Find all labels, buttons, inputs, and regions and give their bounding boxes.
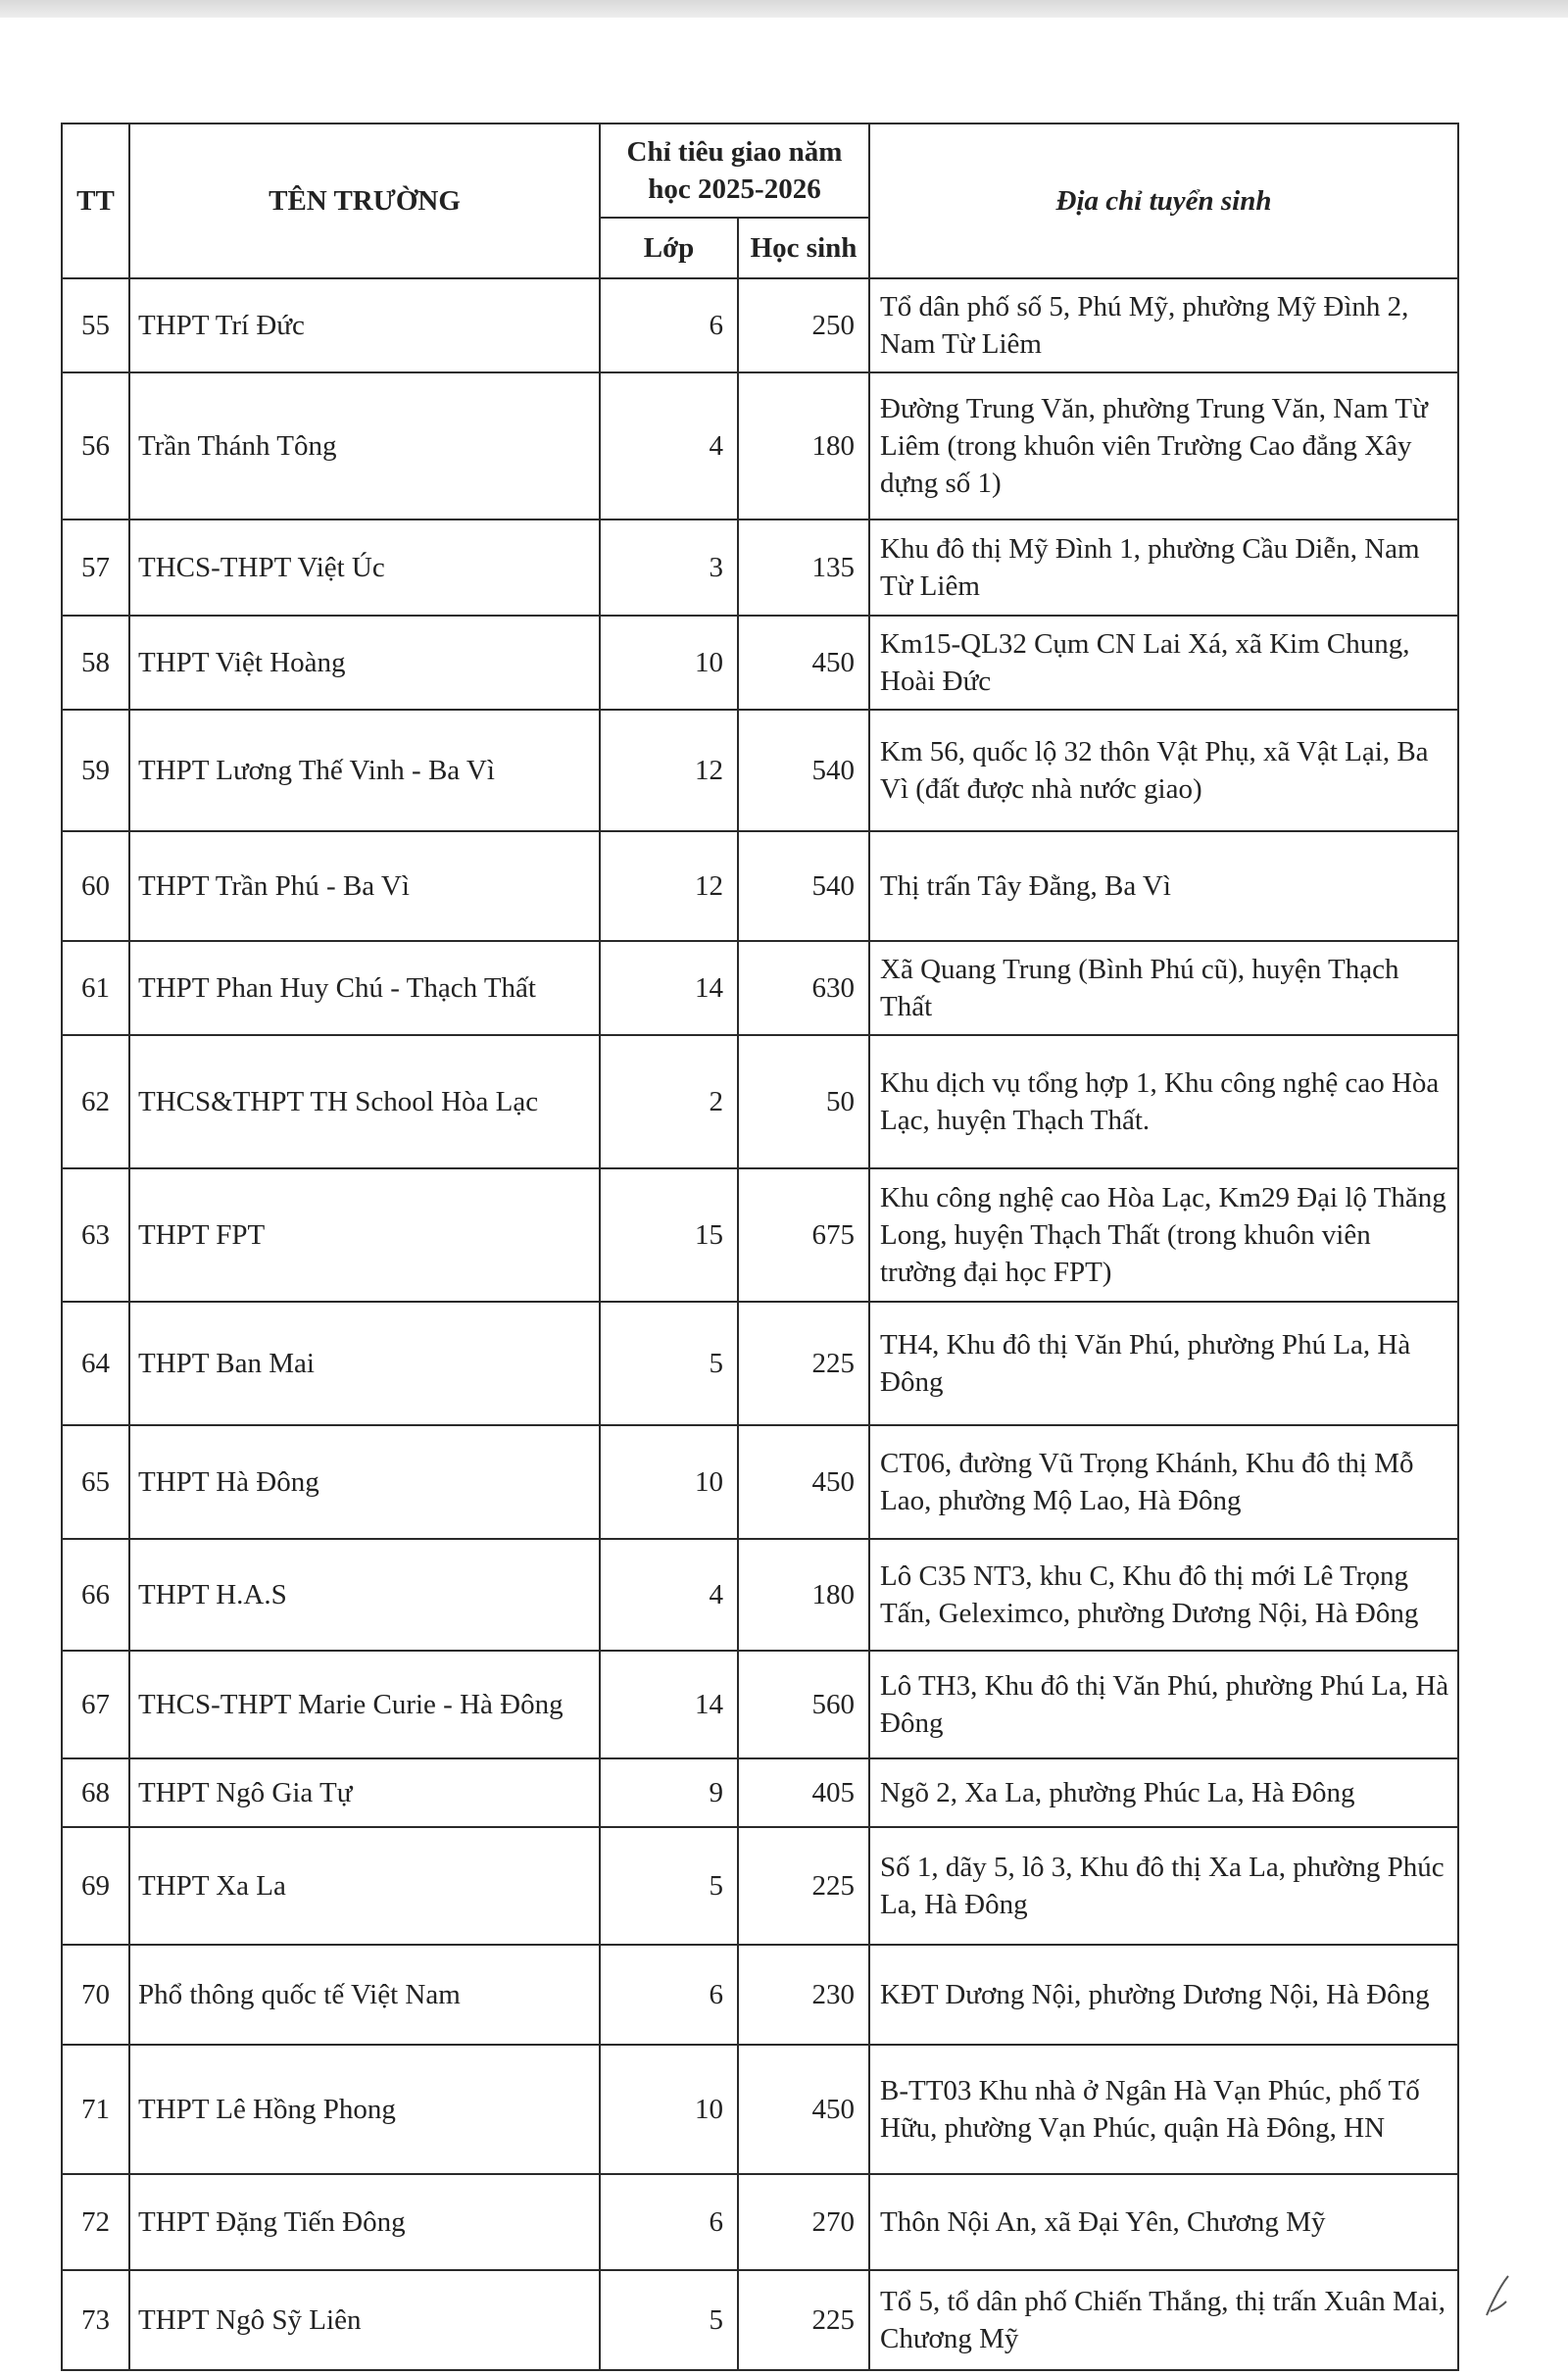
row-tt: 71 [62,2045,129,2174]
row-address: TH4, Khu đô thị Văn Phú, phường Phú La, Hà Đông [869,1302,1458,1425]
row-school-name: THPT Trần Phú - Ba Vì [129,831,600,941]
row-address: Tổ 5, tổ dân phố Chiến Thắng, thị trấn Xuân Mai, Chương Mỹ [869,2270,1458,2370]
table-row [62,1651,1458,1758]
row-tt: 73 [62,2270,129,2370]
table-row [62,831,1458,941]
row-tt: 59 [62,710,129,831]
row-tt: 65 [62,1425,129,1539]
table-row [62,2174,1458,2270]
row-students: 560 [738,1651,869,1758]
table-row [62,520,1458,616]
table-row [62,941,1458,1035]
row-classes: 6 [600,1945,738,2045]
row-school-name: THPT FPT [129,1168,600,1302]
table-row [62,1539,1458,1651]
row-address: Thị trấn Tây Đằng, Ba Vì [869,831,1458,941]
row-school-name: THPT Lê Hồng Phong [129,2045,600,2174]
table-row [62,2270,1458,2370]
admissions-table [61,123,1459,2371]
row-school-name: THPT Lương Thế Vinh - Ba Vì [129,710,600,831]
row-students: 675 [738,1168,869,1302]
row-address: Lô C35 NT3, khu C, Khu đô thị mới Lê Trọng Tấn, Geleximco, phường Dương Nội, Hà Đông [869,1539,1458,1651]
table-row [62,616,1458,710]
row-classes: 5 [600,2270,738,2370]
table-row [62,710,1458,831]
table-row [62,372,1458,520]
table-header [62,124,1458,278]
row-classes: 9 [600,1758,738,1827]
row-students: 135 [738,520,869,616]
row-address: B-TT03 Khu nhà ở Ngân Hà Vạn Phúc, phố Tố Hữu, phường Vạn Phúc, quận Hà Đông, HN [869,2045,1458,2174]
row-tt: 68 [62,1758,129,1827]
row-classes: 10 [600,1425,738,1539]
row-tt: 67 [62,1651,129,1758]
row-school-name: THCS&THPT TH School Hòa Lạc [129,1035,600,1168]
row-address: CT06, đường Vũ Trọng Khánh, Khu đô thị Mỗ Lao, phường Mộ Lao, Hà Đông [869,1425,1458,1539]
row-classes: 6 [600,2174,738,2270]
table-row [62,1168,1458,1302]
row-address: Km 56, quốc lộ 32 thôn Vật Phụ, xã Vật Lại, Ba Vì (đất được nhà nước giao) [869,710,1458,831]
row-school-name: Trần Thánh Tông [129,372,600,520]
row-tt: 72 [62,2174,129,2270]
row-tt: 57 [62,520,129,616]
row-address: Xã Quang Trung (Bình Phú cũ), huyện Thạch Thất [869,941,1458,1035]
row-students: 450 [738,616,869,710]
table-row [62,1827,1458,1945]
row-tt: 55 [62,278,129,372]
row-tt: 60 [62,831,129,941]
row-classes: 2 [600,1035,738,1168]
row-address: Km15-QL32 Cụm CN Lai Xá, xã Kim Chung, Hoài Đức [869,616,1458,710]
row-students: 450 [738,1425,869,1539]
row-classes: 14 [600,1651,738,1758]
row-students: 450 [738,2045,869,2174]
row-address: Thôn Nội An, xã Đại Yên, Chương Mỹ [869,2174,1458,2270]
row-tt: 61 [62,941,129,1035]
row-address: Khu công nghệ cao Hòa Lạc, Km29 Đại lộ Thăng Long, huyện Thạch Thất (trong khuôn viên trường đại học FPT) [869,1168,1458,1302]
row-school-name: THPT Trí Đức [129,278,600,372]
row-students: 180 [738,372,869,520]
top-edge-bar [0,0,1568,18]
row-tt: 64 [62,1302,129,1425]
row-tt: 58 [62,616,129,710]
row-students: 270 [738,2174,869,2270]
row-classes: 4 [600,372,738,520]
header-students: Học sinh [738,218,869,278]
row-tt: 62 [62,1035,129,1168]
row-classes: 3 [600,520,738,616]
row-school-name: THPT Xa La [129,1827,600,1945]
table-row [62,1945,1458,2045]
row-classes: 15 [600,1168,738,1302]
header-address: Địa chỉ tuyển sinh [869,124,1458,278]
row-school-name: THPT Hà Đông [129,1425,600,1539]
row-students: 250 [738,278,869,372]
row-students: 540 [738,831,869,941]
row-address: Lô TH3, Khu đô thị Văn Phú, phường Phú La, Hà Đông [869,1651,1458,1758]
header-classes: Lớp [600,218,738,278]
header-school-name: TÊN TRƯỜNG [129,124,600,278]
header-tt: TT [62,124,129,278]
row-students: 50 [738,1035,869,1168]
table-body [62,278,1458,2370]
row-classes: 5 [600,1827,738,1945]
row-classes: 4 [600,1539,738,1651]
row-classes: 10 [600,2045,738,2174]
row-classes: 10 [600,616,738,710]
row-tt: 63 [62,1168,129,1302]
row-school-name: THPT Ngô Gia Tự [129,1758,600,1827]
row-school-name: Phổ thông quốc tế Việt Nam [129,1945,600,2045]
row-tt: 66 [62,1539,129,1651]
row-school-name: THCS-THPT Marie Curie - Hà Đông [129,1651,600,1758]
row-address: Khu đô thị Mỹ Đình 1, phường Cầu Diễn, Nam Từ Liêm [869,520,1458,616]
row-school-name: THPT Việt Hoàng [129,616,600,710]
row-students: 540 [738,710,869,831]
row-classes: 12 [600,710,738,831]
row-students: 225 [738,1302,869,1425]
row-students: 225 [738,2270,869,2370]
row-students: 405 [738,1758,869,1827]
row-classes: 6 [600,278,738,372]
row-school-name: THPT Ban Mai [129,1302,600,1425]
row-classes: 5 [600,1302,738,1425]
row-classes: 12 [600,831,738,941]
row-address: Tổ dân phố số 5, Phú Mỹ, phường Mỹ Đình 2, Nam Từ Liêm [869,278,1458,372]
row-school-name: THPT H.A.S [129,1539,600,1651]
row-tt: 56 [62,372,129,520]
row-students: 180 [738,1539,869,1651]
row-address: KĐT Dương Nội, phường Dương Nội, Hà Đông [869,1945,1458,2045]
row-students: 230 [738,1945,869,2045]
row-address: Ngõ 2, Xa La, phường Phúc La, Hà Đông [869,1758,1458,1827]
row-tt: 70 [62,1945,129,2045]
row-school-name: THPT Phan Huy Chú - Thạch Thất [129,941,600,1035]
admissions-table-wrapper [61,123,1457,2371]
table-row [62,1425,1458,1539]
row-address: Số 1, dãy 5, lô 3, Khu đô thị Xa La, phường Phúc La, Hà Đông [869,1827,1458,1945]
pen-mark-icon [1483,2272,1512,2321]
row-classes: 14 [600,941,738,1035]
row-school-name: THPT Ngô Sỹ Liên [129,2270,600,2370]
table-row [62,1035,1458,1168]
row-school-name: THPT Đặng Tiến Đông [129,2174,600,2270]
table-row [62,1758,1458,1827]
row-address: Đường Trung Văn, phường Trung Văn, Nam Từ Liêm (trong khuôn viên Trường Cao đẳng Xây dựng số 1) [869,372,1458,520]
row-tt: 69 [62,1827,129,1945]
row-address: Khu dịch vụ tổng hợp 1, Khu công nghệ cao Hòa Lạc, huyện Thạch Thất. [869,1035,1458,1168]
table-row [62,278,1458,372]
row-students: 225 [738,1827,869,1945]
table-row [62,2045,1458,2174]
row-school-name: THCS-THPT Việt Úc [129,520,600,616]
header-quota-group: Chỉ tiêu giao năm học 2025-2026 [600,124,869,218]
row-students: 630 [738,941,869,1035]
table-row [62,1302,1458,1425]
